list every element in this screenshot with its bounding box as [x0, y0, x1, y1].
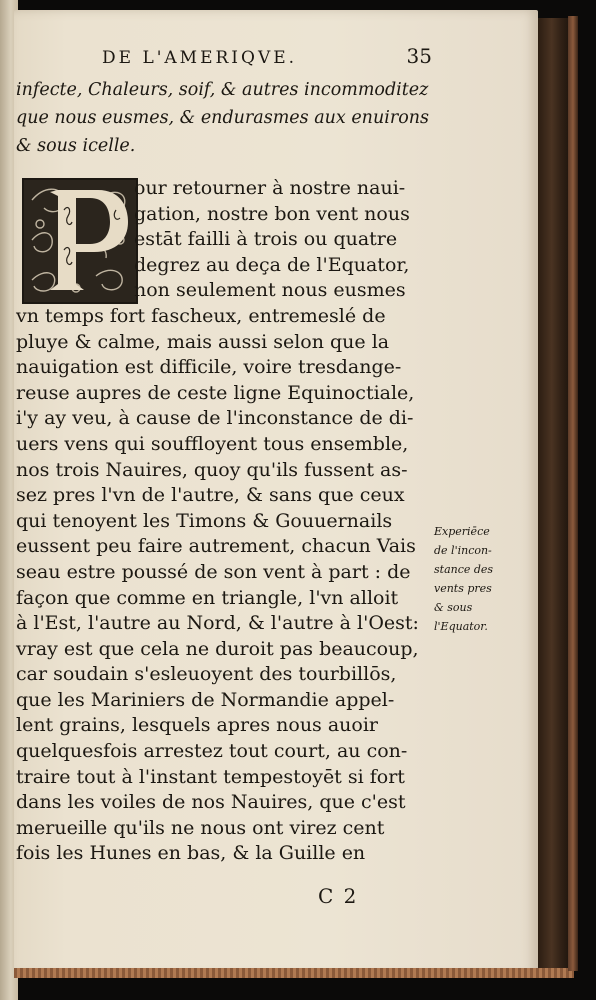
text-line: eussent peu faire autrement, chacun Vais — [16, 535, 416, 558]
text-line: non seulement nous eusmes — [134, 279, 406, 302]
text-line: vray est que cela ne duroit pas beaucoup, — [16, 637, 419, 660]
text-line: façon que comme en triangle, l'vn alloit — [16, 586, 399, 609]
page-header — [102, 44, 432, 72]
text-line: estāt failli à trois ou quatre — [134, 228, 398, 251]
text-line: fois les Hunes en bas, & la Guille en — [16, 842, 366, 865]
text-line: our retourner à nostre naui- — [134, 177, 406, 199]
text-line: uers vens qui souffloyent tous ensemble, — [16, 432, 409, 455]
text-line: vn temps fort fascheux, entremeslé de — [16, 304, 386, 327]
book-cover-edge — [568, 16, 578, 971]
text-line: qui tenoyent les Timons & Gouuernails — [16, 509, 393, 532]
text-line: nauigation est difficile, voire tresdange- — [16, 356, 402, 379]
margin-note — [434, 522, 504, 636]
text-line: reuse aupres de ceste ligne Equinoctiale, — [16, 381, 415, 404]
summary-line: & sous icelle. — [16, 136, 136, 156]
text-line: degrez au deça de l'Equator, — [134, 253, 410, 276]
margin-note-line: stance des — [434, 563, 494, 576]
margin-note-line: l'Equator. — [434, 620, 488, 633]
text-line: nos trois Nauires, quoy qu'ils fussent as- — [16, 458, 408, 481]
text-line: merueille qu'ils ne nous ont virez cent — [16, 816, 385, 839]
text-line: lent grains, lesquels apres nous auoir — [16, 714, 379, 737]
margin-note-line: vents pres — [434, 582, 492, 595]
summary-line: infecte, Chaleurs, soif, & autres incommoditez — [16, 80, 429, 100]
text-line: que les Mariniers de Normandie appel- — [16, 688, 395, 711]
body-text — [16, 176, 432, 867]
page-bottom-edge — [14, 968, 574, 978]
text-line: dans les voiles de nos Nauires, que c'est — [16, 791, 406, 814]
signature-mark: C 2 — [318, 884, 359, 908]
text-line: car soudain s'esleuoyent des tourbillōs, — [16, 663, 397, 686]
summary-line: que nous eusmes, & endurasmes aux enuirons — [16, 108, 429, 128]
text-line: sez pres l'vn de l'autre, & sans que ceux — [16, 484, 405, 507]
text-line: traire tout à l'instant tempestoyēt si fort — [16, 765, 405, 788]
book-spine — [538, 18, 572, 968]
text-line: seau estre poussé de son vent à part : de — [16, 560, 411, 583]
text-line: quelquesfois arrestez tout court, au con- — [16, 740, 408, 763]
page-number: 35 — [406, 44, 432, 68]
text-line: gation, nostre bon vent nous — [134, 202, 410, 225]
margin-note-line: Experiēce — [434, 525, 490, 538]
margin-note-line: de l'incon- — [434, 544, 492, 557]
text-line: pluye & calme, mais aussi selon que la — [16, 330, 390, 353]
running-title: DE L'AMERIQVE. — [102, 48, 298, 68]
chapter-summary — [16, 76, 436, 160]
margin-note-line: & sous — [434, 601, 473, 614]
text-line: à l'Est, l'autre au Nord, & l'autre à l'Oest: — [16, 612, 419, 635]
text-line: i'y ay veu, à cause de l'inconstance de di- — [16, 407, 414, 430]
